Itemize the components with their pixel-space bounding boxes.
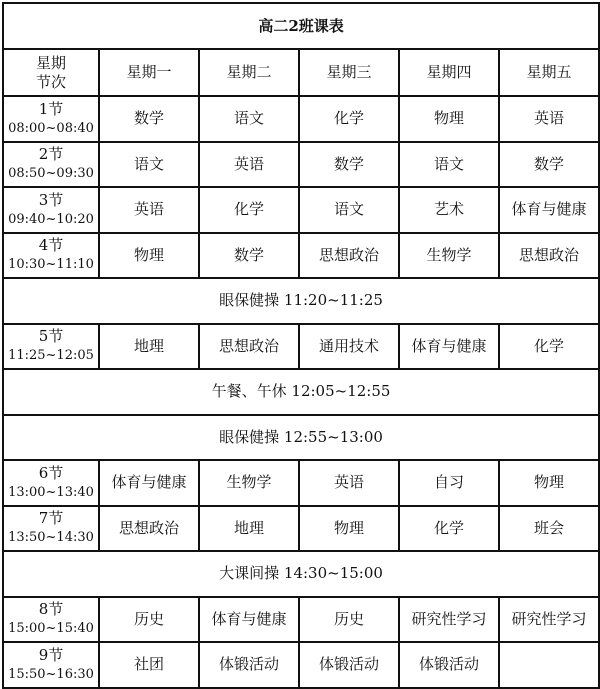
subject-cell: 英语 [199,142,299,188]
subject-cell: 思想政治 [199,324,299,370]
subject-cell: 体育与健康 [499,187,599,233]
period-time: 15:00~15:40 [8,621,94,637]
subject-cell: 地理 [99,324,199,370]
class-schedule-table [2,2,600,689]
period-number: 5节 [38,327,64,346]
period-row [3,506,599,552]
corner-period-label: 节次 [35,72,66,91]
subject-cell: 体锻活动 [399,642,499,688]
period-row [3,142,599,188]
subject-cell: 化学 [299,96,399,142]
period-cell [3,597,99,643]
period-time: 08:00~08:40 [8,120,94,136]
period-number: 6节 [38,463,64,482]
period-time: 11:25~12:05 [8,348,94,364]
period-number: 3节 [38,190,64,209]
subject-cell: 语文 [99,142,199,188]
subject-cell: 数学 [299,142,399,188]
subject-cell: 体育与健康 [99,460,199,506]
period-time: 13:00~13:40 [8,484,94,500]
subject-cell: 化学 [499,324,599,370]
subject-cell: 英语 [499,96,599,142]
subject-cell: 体锻活动 [299,642,399,688]
subject-cell: 思想政治 [499,233,599,279]
break-activity: 大课间操 14:30~15:00 [3,551,599,597]
period-number: 7节 [38,509,64,528]
subject-cell: 生物学 [399,233,499,279]
period-time: 10:30~11:10 [8,257,94,273]
break-activity: 眼保健操 12:55~13:00 [3,415,599,461]
period-number: 4节 [38,236,64,255]
subject-cell: 物理 [399,96,499,142]
header-corner-cell [3,49,99,96]
period-row [3,233,599,279]
day-header: 星期三 [299,49,399,96]
subject-cell: 地理 [199,506,299,552]
subject-cell: 语文 [399,142,499,188]
break-row [3,369,599,415]
subject-cell: 研究性学习 [499,597,599,643]
subject-cell: 生物学 [199,460,299,506]
subject-cell: 数学 [499,142,599,188]
break-activity: 午餐、午休 12:05~12:55 [3,369,599,415]
subject-cell: 艺术 [399,187,499,233]
subject-cell: 自习 [399,460,499,506]
period-row [3,324,599,370]
period-row [3,460,599,506]
period-cell [3,142,99,188]
period-number: 8节 [38,600,64,619]
period-time: 08:50~09:30 [8,166,94,182]
period-cell [3,324,99,370]
break-row [3,415,599,461]
subject-cell: 班会 [499,506,599,552]
period-time: 13:50~14:30 [8,530,94,546]
empty-subject-cell [499,642,599,688]
day-header: 星期一 [99,49,199,96]
subject-cell: 语文 [199,96,299,142]
period-row [3,642,599,688]
subject-cell: 思想政治 [99,506,199,552]
schedule-title: 高二2班课表 [3,3,599,49]
subject-cell: 物理 [299,506,399,552]
subject-cell: 化学 [199,187,299,233]
period-cell [3,506,99,552]
period-cell [3,642,99,688]
period-cell [3,96,99,142]
period-cell [3,460,99,506]
subject-cell: 数学 [99,96,199,142]
subject-cell: 语文 [299,187,399,233]
corner-weekday-label: 星期 [35,53,66,72]
subject-cell: 体育与健康 [399,324,499,370]
header-row [3,49,599,96]
period-cell [3,187,99,233]
break-row [3,551,599,597]
subject-cell: 英语 [99,187,199,233]
period-number: 9节 [38,645,64,664]
subject-cell: 通用技术 [299,324,399,370]
subject-cell: 历史 [99,597,199,643]
subject-cell: 体育与健康 [199,597,299,643]
subject-cell: 体锻活动 [199,642,299,688]
schedule-body [3,3,599,688]
subject-cell: 数学 [199,233,299,279]
subject-cell: 化学 [399,506,499,552]
period-time: 09:40~10:20 [8,211,94,227]
period-row [3,187,599,233]
period-cell [3,233,99,279]
subject-cell: 思想政治 [299,233,399,279]
day-header: 星期四 [399,49,499,96]
period-number: 1节 [38,99,64,118]
subject-cell: 研究性学习 [399,597,499,643]
subject-cell: 英语 [299,460,399,506]
subject-cell: 社团 [99,642,199,688]
break-activity: 眼保健操 11:20~11:25 [3,278,599,324]
day-header: 星期二 [199,49,299,96]
day-header: 星期五 [499,49,599,96]
subject-cell: 物理 [499,460,599,506]
period-number: 2节 [38,145,64,164]
period-time: 15:50~16:30 [8,666,94,682]
break-row [3,278,599,324]
period-row [3,597,599,643]
period-row [3,96,599,142]
subject-cell: 物理 [99,233,199,279]
subject-cell: 历史 [299,597,399,643]
title-row [3,3,599,49]
